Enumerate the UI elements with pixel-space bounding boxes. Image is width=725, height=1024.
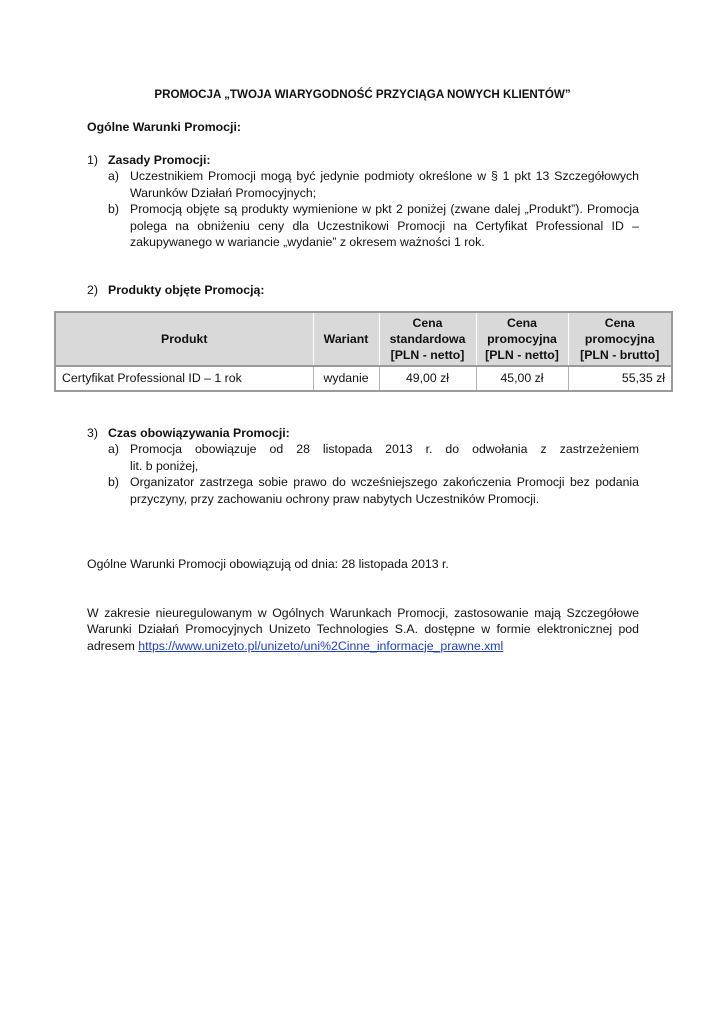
table-row xyxy=(55,366,672,391)
section-number: 3) xyxy=(87,426,98,440)
list-item-letter: b) xyxy=(108,202,119,217)
table-header-row xyxy=(55,312,672,366)
list-item-text: Uczestnikiem Promocji mogą być jedynie podmioty określone w § 1 pkt 13 Szczegółowych Warunków Działań Promocyjnych; xyxy=(130,169,639,200)
general-terms-heading: Ogólne Warunki Promocji: xyxy=(87,120,241,134)
cell-standard-price: 49,00 zł xyxy=(379,366,476,391)
final-paragraph-text: W zakresie nieuregulowanym w Ogólnych Warunkach Promocji, zastosowanie mają Szczegółowe Warunki Działań Promocyjnych Unizeto Technologies S.A. dostępne w formie elektronicznej pod adresem xyxy=(87,606,639,653)
cell-product: Certyfikat Professional ID – 1 rok xyxy=(55,366,313,391)
cell-promo-price-gross: 55,35 zł xyxy=(568,366,672,391)
list-item-letter: a) xyxy=(108,169,119,184)
final-paragraph xyxy=(87,605,639,654)
header-line: Cena xyxy=(604,316,635,330)
list-item xyxy=(108,441,639,474)
header-line: promocyjna xyxy=(487,332,557,346)
header-standard-price xyxy=(379,312,476,366)
section-title xyxy=(87,152,639,168)
cell-variant: wydanie xyxy=(313,366,379,391)
list-item-text: Promocją objęte są produkty wymienione w pkt 2 poniżej (zwane dalej „Produkt”). Promocja polega na obniżeniu ceny dla Uczestnikowi Promocji na Certyfikat Professional ID – zakupywanego w wariancie „wydanie” z okresem ważności 1 rok. xyxy=(130,202,639,250)
list-item-letter: b) xyxy=(108,475,119,490)
section-label: Produkty objęte Promocją: xyxy=(108,283,265,297)
header-line: [PLN - netto] xyxy=(485,348,559,362)
section-label: Czas obowiązywania Promocji: xyxy=(108,426,290,440)
document-title: PROMOCJA „TWOJA WIARYGODNOŚĆ PRZYCIĄGA NOWYCH KLIENTÓW” xyxy=(154,88,571,101)
header-line: [PLN - netto] xyxy=(390,348,465,362)
section-promotion-rules xyxy=(87,152,639,250)
section-number: 2) xyxy=(87,283,98,297)
header-promo-price-gross xyxy=(568,312,672,366)
header-variant: Wariant xyxy=(313,312,379,366)
list-item xyxy=(108,168,639,201)
header-line: Cena xyxy=(412,316,443,330)
list-item-text xyxy=(130,441,639,474)
section-title xyxy=(87,425,639,441)
header-promo-price-net xyxy=(476,312,568,366)
header-product: Produkt xyxy=(55,312,313,366)
header-line: promocyjna xyxy=(584,332,655,346)
section-label: Zasady Promocji: xyxy=(108,153,211,167)
cell-promo-price-net: 45,00 zł xyxy=(476,366,568,391)
list-item-letter: a) xyxy=(108,442,119,457)
legal-info-link[interactable]: https://www.unizeto.pl/unizeto/uni%2Cinne_informacje_prawne.xml xyxy=(138,638,504,653)
header-line: [PLN - brutto] xyxy=(580,348,660,362)
list-item-line: lit. b poniżej, xyxy=(130,458,199,473)
validity-statement: Ogólne Warunki Promocji obowiązują od dnia: 28 listopada 2013 r. xyxy=(87,557,449,571)
section-title xyxy=(87,282,639,298)
section-number: 1) xyxy=(87,153,98,167)
section-promotion-period xyxy=(87,425,639,507)
list-item-line: Promocja obowiązuje od 28 listopada 2013 r. do odwołania z zastrzeżeniem xyxy=(130,442,639,457)
products-table xyxy=(54,311,673,392)
list-item xyxy=(108,474,639,507)
section-products xyxy=(87,282,639,298)
list-item-text: Organizator zastrzega sobie prawo do wcześniejszego zakończenia Promocji bez podania przyczyny, przy zachowaniu ochrony praw nabytych Uczestników Promocji. xyxy=(130,475,639,506)
header-line: Cena xyxy=(506,316,538,330)
list-item xyxy=(108,201,639,250)
header-line: standardowa xyxy=(389,332,466,346)
